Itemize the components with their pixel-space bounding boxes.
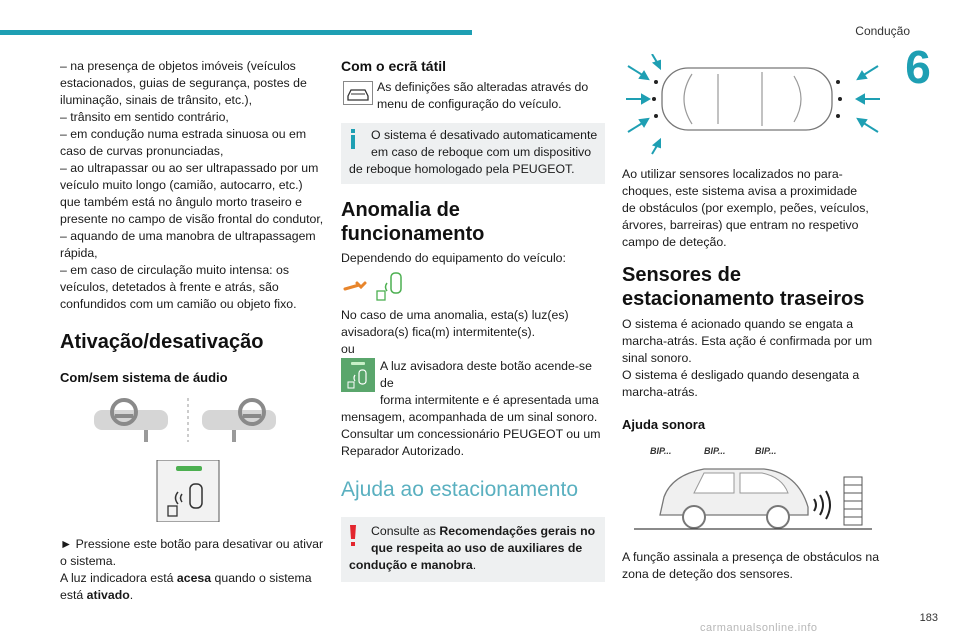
text-line: Reparador Autorizado. [341,444,465,458]
text-line: – em caso de circulação muito intensa: os [60,263,289,277]
column-middle [341,58,605,582]
button-anomaly-note [341,358,605,460]
text-bold: acesa [176,571,212,585]
text: está [60,588,87,602]
warning-line [349,557,599,574]
text-line: O sistema é desligado quando desengata a [622,368,860,382]
text: quando o sistema [211,571,312,585]
text-bold: ativado [86,588,130,602]
text-line: confundidos com um camião ou objeto fixo. [60,297,297,311]
text-line: – ao ultrapassar ou ao ser ultrapassado por um [60,161,319,175]
text-line: estacionados, guias de segurança, postes de [60,76,307,90]
text: . [129,588,134,602]
text-line: iluminação, sinais de trânsito, etc.), [60,93,253,107]
text-bold: que respeita ao uso de auxiliares de [371,541,583,555]
info-icon [349,129,357,149]
text-line: – na presença de objetos imóveis (veículos [60,59,296,73]
watermark: carmanualsonline.info [700,622,818,634]
text-line: ou [341,342,355,356]
green-button-icon [341,358,375,392]
heading-parking-aid: Ajuda ao estacionamento [341,478,578,501]
text-line: veículos, detetados à frente e atrás, são [60,280,279,294]
intro-list [60,58,326,313]
subheading-audio: Com/sem sistema de áudio [60,370,228,385]
text-line: A luz avisadora deste botão acende-se de [380,359,592,390]
text-line: presente no campo de visão frontal do condutor, [60,212,324,226]
text: A luz indicadora está [60,571,177,585]
text-line: sinal sonoro. [622,351,692,365]
light-info [60,570,326,587]
text-line: Ao utilizar sensores localizados no para- [622,167,843,181]
text: Consulte as [371,524,440,538]
heading-touchscreen: Com o ecrã tátil [341,58,447,74]
heading-anomaly: Anomalia de funcionamento [341,199,485,245]
text-line: menu de configuração do veículo. [377,97,562,111]
text-line: No caso de uma anomalia, esta(s) luz(es) [341,308,569,322]
steering-wheel-illustration [60,396,326,444]
warning-line [349,523,599,540]
text-line: As definições são alteradas através do [377,80,589,94]
heading-sound-aid: Ajuda sonora [622,417,706,432]
column-left [60,58,326,604]
text-line: – em condução numa estrada sinuosa ou em [60,127,307,141]
chapter-number: 6 [905,41,931,93]
text-line: – aquando de uma manobra de ultrapassagem [60,229,316,243]
text-line: que também está no ângulo morto traseiro e [60,195,302,209]
parking-sensor-button-icon [60,460,326,522]
header-accent-bar [0,30,472,35]
car-top-view-sensors-illustration [622,54,884,158]
text-line: choques, este sistema avisa a proximidade [622,184,858,198]
text-line: O sistema é acionado quando se engata a [622,317,854,331]
text-line: avisadora(s) fica(m) intermitente(s). [341,325,536,339]
bip-label: BIP... [704,446,726,456]
text-bold: condução e manobra [349,558,473,572]
touchscreen-note [341,79,605,115]
warning-icon [349,525,357,547]
press-instruction: ► Pressione este botão para desativar ou ativar [60,537,324,551]
text-line: de obstáculos (por exemplo, peões, veículos, [622,201,869,215]
text-line: em caso de reboque com um dispositivo [371,145,592,159]
text-line: campo de deteção. [622,235,727,249]
heading-activation: Ativação/desativação [60,331,264,353]
bip-label: BIP... [755,446,777,456]
text-line: rápida, [60,246,98,260]
page-number: 183 [919,612,938,624]
column-right [622,58,884,583]
car-reversing-illustration [622,443,884,535]
text-bold: Recomendações gerais no [439,524,596,538]
text-line: forma intermitente e é apresentada uma [380,393,599,407]
text-line: de reboque homologado pela PEUGEOT. [349,162,575,176]
text-line: veículo muito longo (camião, autocarro, etc.) [60,178,303,192]
section-title: Condução [855,24,910,38]
text-line: Consultar um concessionário PEUGEOT ou um [341,427,601,441]
text: . [472,558,477,572]
text-line: Dependendo do equipamento do veículo: [341,251,566,265]
car-settings-icon [343,81,373,105]
text-line: A função assinala a presença de obstáculos na [622,550,880,564]
warning-note [341,517,605,582]
warning-line [349,540,599,557]
text-line: – trânsito em sentido contrário, [60,110,229,124]
info-note [341,123,605,184]
light-info [60,587,326,604]
heading-line: estacionamento traseiros [622,288,865,310]
text-line: zona de deteção dos sensores. [622,567,793,581]
anomaly-warning-icons [341,271,461,303]
text-line: caso de curvas pronunciadas, [60,144,224,158]
press-instruction: o sistema. [60,554,117,568]
text-line: marcha-atrás. [622,385,698,399]
text-line: árvores, barreiras) que entram no respetivo [622,218,859,232]
text-line: mensagem, acompanhada de um sinal sonoro. [341,410,598,424]
bip-label: BIP... [650,446,672,456]
heading-rear-sensors [622,263,884,311]
text-line: O sistema é desativado automaticamente [371,128,598,142]
heading-line: Sensores de [622,264,741,286]
text-line: marcha-atrás. Esta ação é confirmada por um [622,334,873,348]
